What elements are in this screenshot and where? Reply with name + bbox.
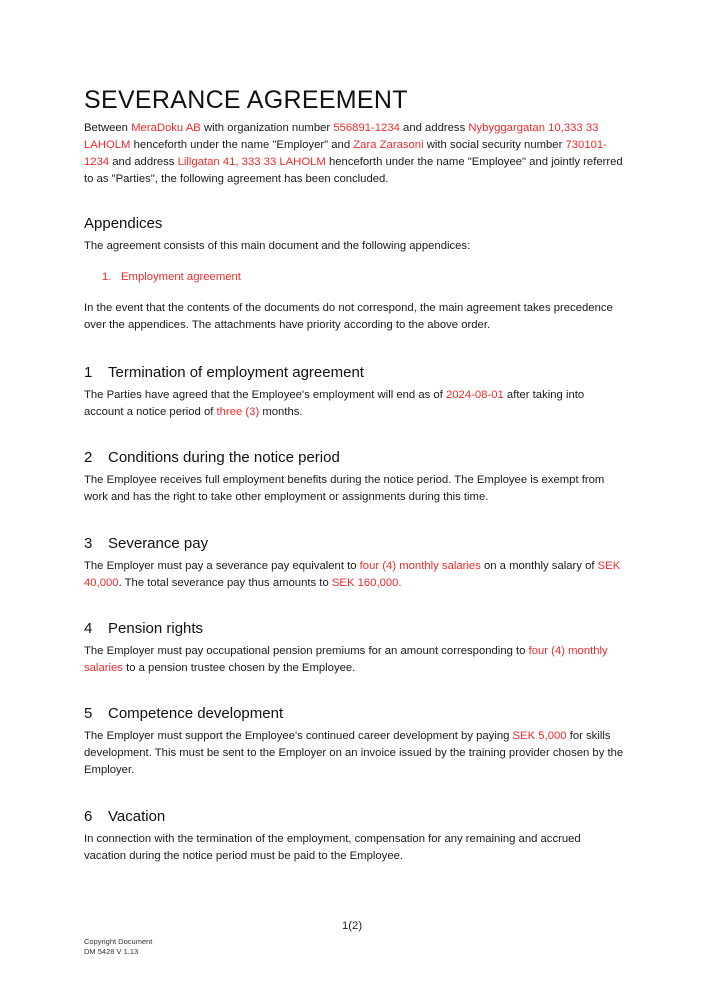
section-4 bbox=[84, 620, 624, 677]
severance-months: four (4) monthly salaries bbox=[359, 560, 481, 572]
body-text: to a pension trustee chosen by the Employee. bbox=[122, 662, 356, 674]
intro-paragraph bbox=[84, 120, 624, 188]
section-title: Vacation bbox=[108, 808, 166, 825]
section-number: 6 bbox=[84, 808, 93, 825]
section-heading bbox=[84, 364, 624, 381]
section-heading bbox=[84, 449, 624, 466]
notice-period: three (3) bbox=[216, 406, 260, 418]
body-text: The Employer must pay occupational pension premiums for an amount corresponding to bbox=[84, 645, 529, 657]
section-body bbox=[84, 728, 624, 779]
appendix-number: 1. bbox=[102, 271, 112, 283]
section-title: Competence development bbox=[108, 705, 284, 722]
section-body: In connection with the termination of the employment, compensation for any remaining and accrued vacation during the notice period must be paid to the Employee. bbox=[84, 833, 581, 862]
section-title: Termination of employment agreement bbox=[108, 364, 364, 381]
footer-copyright bbox=[84, 937, 152, 957]
employee-name: Zara Zarasoni bbox=[353, 139, 424, 151]
section-heading bbox=[84, 808, 624, 825]
severance-total: SEK 160,000. bbox=[331, 577, 402, 589]
section-heading bbox=[84, 620, 624, 637]
intro-text: with social security number bbox=[423, 139, 566, 151]
intro-text: henceforth under the name "Employee" and jointly referred to as "Parties", the following agreement has been concluded. bbox=[84, 156, 623, 185]
section-body bbox=[84, 643, 624, 677]
body-text: . The total severance pay thus amounts to bbox=[118, 577, 332, 589]
development-amount: SEK 5,000 bbox=[512, 730, 567, 742]
section-title: Severance pay bbox=[108, 535, 209, 552]
appendix-label: Employment agreement bbox=[121, 271, 241, 283]
appendices-outro: In the event that the contents of the documents do not correspond, the main agreement takes precedence over the appendices. The attachments have priority according to the above order. bbox=[84, 302, 613, 331]
section-1 bbox=[84, 364, 624, 421]
appendix-item bbox=[84, 269, 624, 286]
appendices-intro: The agreement consists of this main document and the following appendices: bbox=[84, 240, 471, 252]
appendices-heading: Appendices bbox=[84, 215, 163, 232]
intro-text: Between bbox=[84, 122, 132, 134]
appendices-section bbox=[84, 215, 624, 334]
body-text: The Employer must support the Employee's continued career development by paying bbox=[84, 730, 513, 742]
section-title: Conditions during the notice period bbox=[108, 449, 340, 466]
body-text: The Parties have agreed that the Employee's employment will end as of bbox=[84, 389, 446, 401]
intro-block bbox=[84, 120, 624, 188]
body-text: for skills development. This must be sent to the Employer on an invoice issued by the training provider chosen by the Employer. bbox=[84, 730, 624, 776]
section-6 bbox=[84, 808, 624, 865]
body-text: on a monthly salary of bbox=[480, 560, 598, 572]
employee-ssn: 730101-1234 bbox=[84, 139, 607, 168]
intro-text: and address bbox=[399, 122, 469, 134]
employer-name: MeraDoku AB bbox=[131, 122, 201, 134]
copyright-text: Copyright Document bbox=[84, 937, 153, 946]
section-title: Pension rights bbox=[108, 620, 204, 637]
section-body bbox=[84, 558, 624, 592]
document-title: SEVERANCE AGREEMENT bbox=[84, 86, 408, 114]
body-text: after taking into account a notice period of bbox=[84, 389, 585, 418]
section-number: 2 bbox=[84, 449, 93, 466]
body-text: The Employer must pay a severance pay equivalent to bbox=[84, 560, 360, 572]
section-number: 5 bbox=[84, 705, 93, 722]
section-2 bbox=[84, 449, 624, 506]
section-heading bbox=[84, 705, 624, 722]
employee-address: Lillgatan 41, 333 33 LAHOLM bbox=[177, 156, 326, 168]
page-number: 1(2) bbox=[342, 920, 363, 932]
intro-text: and address bbox=[109, 156, 178, 168]
section-body: The Employee receives full employment benefits during the notice period. The Employee is exempt from work and has the right to take other employment or assignments during this time. bbox=[84, 474, 605, 503]
section-3 bbox=[84, 535, 624, 592]
section-number: 1 bbox=[84, 364, 93, 381]
monthly-salary: SEK 40,000 bbox=[84, 560, 621, 589]
intro-text: henceforth under the name "Employer" and bbox=[130, 139, 354, 151]
body-text: months. bbox=[259, 406, 303, 418]
section-heading bbox=[84, 535, 624, 552]
pension-months: four (4) monthly salaries bbox=[84, 645, 608, 674]
intro-text: with organization number bbox=[200, 122, 334, 134]
document-id: DM 5428 V 1.13 bbox=[84, 947, 139, 956]
end-date: 2024-08-01 bbox=[445, 389, 504, 401]
section-5 bbox=[84, 705, 624, 779]
org-number: 556891-1234 bbox=[333, 122, 400, 134]
section-body bbox=[84, 387, 624, 421]
employer-address: Nybyggargatan 10,333 33 LAHOLM bbox=[84, 122, 599, 151]
section-number: 4 bbox=[84, 620, 93, 637]
section-number: 3 bbox=[84, 535, 93, 552]
